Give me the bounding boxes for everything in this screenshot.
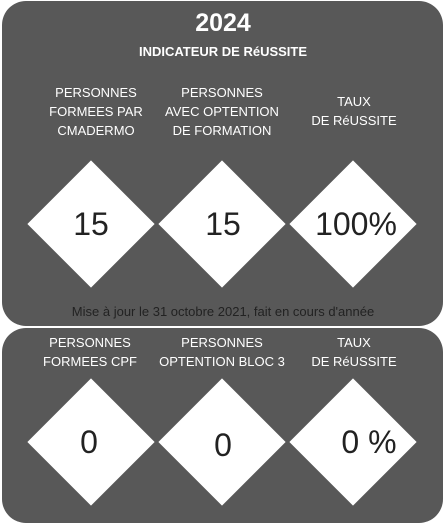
label-obtained-bloc3: PERSONNES OPTENTION BLOC 3 (159, 335, 285, 369)
year-title: 2024 (195, 9, 251, 37)
value-obtained: 15 (205, 206, 241, 242)
indicator-subtitle: INDICATEUR DE RéUSSITE (138, 44, 308, 59)
label-obtained-training: PERSONNES AVEC OPTENTION DE FORMATION (165, 85, 279, 138)
update-note: Mise à jour le 31 octobre 2021, fait en cours d'année (71, 304, 375, 319)
value-rate: 100% (315, 206, 397, 242)
value-cpf: 0 (80, 424, 98, 460)
value-bloc3: 0 (214, 427, 232, 463)
label-trained-cpf: PERSONNES FORMEES CPF (43, 335, 137, 369)
value-trained: 15 (73, 206, 109, 242)
label-success-rate: TAUX DE RéUSSITE (311, 94, 397, 128)
label-trained-cmadermo: PERSONNES FORMEES PAR CMADERMO (49, 85, 143, 138)
value-rate-bottom: 0 % (341, 424, 397, 460)
label-success-rate-bottom: TAUX DE RéUSSITE (311, 335, 397, 369)
